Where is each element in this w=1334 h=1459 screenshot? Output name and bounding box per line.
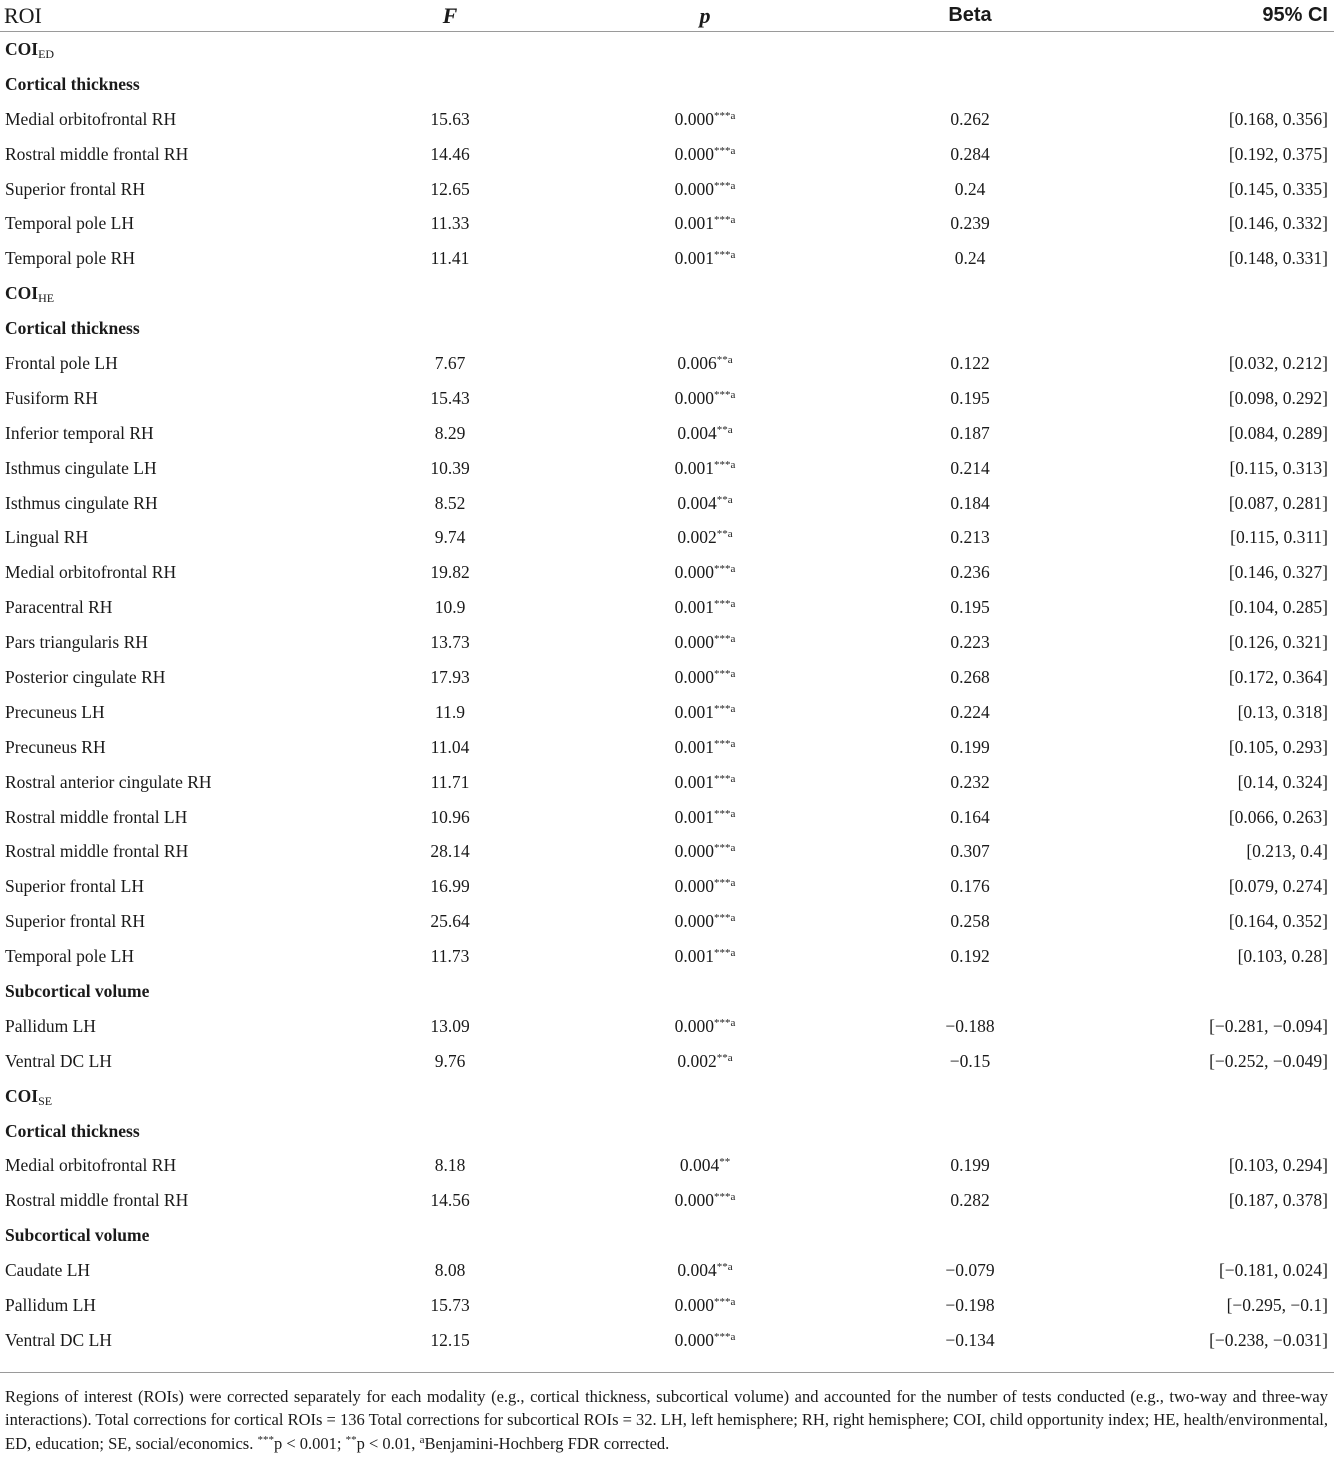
cell-roi: Medial orbitofrontal RH xyxy=(5,108,177,129)
table-row xyxy=(0,904,1334,939)
footnote-text: Regions of interest (ROIs) were corrected separately for each modality (e.g., cortical thickness, subcortical volume) and accounted for the number of tests conducted (e.g., two-way and three-way interactions). Total corrections for cortical ROIs = 136 Total corrections for subcortical ROIs = 32. LH, left hemisphere; RH, right hemisphere; COI, child opportunity index; HE, health/environmental, ED, education; SE, social/economics. xyxy=(5,1386,1328,1453)
cell-p xyxy=(570,730,840,765)
table-row xyxy=(0,381,1334,416)
cell-ci: [0.168, 0.356] xyxy=(1228,108,1328,129)
cell-beta: 0.122 xyxy=(950,352,990,373)
cell-p xyxy=(570,695,840,730)
table-row xyxy=(0,1288,1334,1323)
cell-p xyxy=(570,765,840,800)
cell-beta: 0.213 xyxy=(950,527,990,548)
cell-f: 11.04 xyxy=(430,736,470,757)
cell-ci: [−0.238, −0.031] xyxy=(1209,1329,1328,1350)
table-row xyxy=(0,869,1334,904)
cell-p-value: 0.001 xyxy=(674,806,714,827)
cell-p-value: 0.001 xyxy=(674,701,714,722)
cell-p-significance: ***a xyxy=(713,947,736,960)
cell-ci: [0.148, 0.331] xyxy=(1228,248,1328,269)
cell-p-significance: ***a xyxy=(713,598,736,611)
cell-p xyxy=(570,1183,840,1218)
modality-row xyxy=(0,67,1334,102)
cell-p-significance: ***a xyxy=(713,214,736,227)
cell-p-significance: ***a xyxy=(713,179,736,192)
modality-row xyxy=(0,311,1334,346)
cell-roi: Ventral DC LH xyxy=(5,1050,112,1071)
cell-p xyxy=(570,660,840,695)
cell-ci: [0.115, 0.311] xyxy=(1230,527,1328,548)
cell-roi: Superior frontal RH xyxy=(5,911,145,932)
cell-p xyxy=(570,834,840,869)
cell-beta: 0.176 xyxy=(950,876,990,897)
table-row xyxy=(0,206,1334,241)
table-row xyxy=(0,451,1334,486)
cell-p-value: 0.000 xyxy=(674,1295,714,1315)
cell-ci: [0.079, 0.274] xyxy=(1228,876,1328,897)
cell-ci: [0.146, 0.327] xyxy=(1228,562,1328,583)
cell-roi: Temporal pole RH xyxy=(5,248,135,269)
table-row xyxy=(0,416,1334,451)
cell-ci: [0.13, 0.318] xyxy=(1237,701,1328,722)
cell-p-significance: ***a xyxy=(713,388,736,401)
cell-beta: 0.223 xyxy=(950,632,990,653)
cell-beta: −0.198 xyxy=(945,1295,995,1315)
cell-ci: [0.126, 0.321] xyxy=(1228,632,1328,653)
cell-p-value: 0.004 xyxy=(679,1155,720,1176)
cell-p-significance: **a xyxy=(716,1261,733,1274)
col-header-beta: Beta xyxy=(840,0,1100,32)
cell-roi: Rostral anterior cingulate RH xyxy=(5,771,212,792)
cell-p-significance: ***a xyxy=(713,563,736,576)
cell-roi: Precuneus RH xyxy=(5,736,106,757)
cell-beta: −0.079 xyxy=(945,1260,995,1281)
cell-beta: 0.192 xyxy=(950,946,990,967)
cell-p xyxy=(570,590,840,625)
cell-p xyxy=(570,1044,840,1079)
cell-p-value: 0.006 xyxy=(677,352,717,373)
cell-p-significance: ***a xyxy=(713,109,736,122)
cell-beta: 0.262 xyxy=(950,108,990,129)
cell-roi: Superior frontal RH xyxy=(5,178,145,199)
modality-label: Subcortical volume xyxy=(5,980,150,1001)
modality-label: Cortical thickness xyxy=(5,318,140,339)
cell-p-significance: ***a xyxy=(713,633,736,646)
group-label xyxy=(0,32,1334,67)
cell-p-value: 0.000 xyxy=(674,1015,714,1036)
cell-p-value: 0.001 xyxy=(674,736,714,757)
cell-roi: Pallidum LH xyxy=(5,1295,96,1315)
cell-p xyxy=(570,381,840,416)
cell-p-significance: ***a xyxy=(713,807,736,820)
cell-f: 12.15 xyxy=(430,1329,470,1350)
cell-p xyxy=(570,625,840,660)
cell-ci: [0.213, 0.4] xyxy=(1246,841,1328,862)
cell-roi: Medial orbitofrontal RH xyxy=(5,1155,177,1176)
cell-roi: Rostral middle frontal LH xyxy=(5,806,188,827)
cell-ci: [0.145, 0.335] xyxy=(1228,178,1328,199)
cell-ci: [−0.252, −0.049] xyxy=(1209,1050,1328,1071)
cell-p-significance: ***a xyxy=(713,1191,736,1204)
cell-beta: 0.224 xyxy=(950,701,990,722)
cell-roi: Lingual RH xyxy=(5,527,89,548)
footnote-note-1: p < 0.001; xyxy=(273,1433,342,1453)
group-sub: SE xyxy=(38,1093,53,1108)
cell-ci: [0.164, 0.352] xyxy=(1228,911,1328,932)
cell-p xyxy=(570,206,840,241)
cell-p xyxy=(570,137,840,172)
cell-p-significance: ***a xyxy=(713,912,736,925)
cell-p-significance: **a xyxy=(716,1051,733,1064)
cell-ci: [0.115, 0.313] xyxy=(1229,457,1328,478)
cell-p-value: 0.004 xyxy=(677,1260,717,1281)
cell-f: 8.29 xyxy=(434,422,466,443)
group-row xyxy=(0,32,1334,67)
cell-ci: [0.105, 0.293] xyxy=(1228,736,1328,757)
cell-p-significance: ***a xyxy=(713,144,736,157)
table-row xyxy=(0,800,1334,835)
cell-p-value: 0.001 xyxy=(674,946,714,967)
table-row xyxy=(0,520,1334,555)
cell-beta: 0.236 xyxy=(950,562,990,583)
cell-roi: Fusiform RH xyxy=(5,387,98,408)
cell-p-significance: **a xyxy=(716,353,733,366)
cell-ci: [0.187, 0.378] xyxy=(1228,1190,1328,1211)
cell-ci: [0.084, 0.289] xyxy=(1228,422,1328,443)
cell-p-significance: ***a xyxy=(713,1016,736,1029)
cell-roi: Pallidum LH xyxy=(5,1015,96,1036)
table-row xyxy=(0,555,1334,590)
cell-beta: −0.188 xyxy=(945,1015,995,1036)
table-row xyxy=(0,137,1334,172)
cell-p xyxy=(570,939,840,974)
cell-ci: [−0.281, −0.094] xyxy=(1209,1015,1328,1036)
cell-p-value: 0.000 xyxy=(674,911,714,932)
cell-p-value: 0.000 xyxy=(674,108,714,129)
cell-beta: 0.284 xyxy=(950,143,990,164)
cell-f: 17.93 xyxy=(430,666,470,687)
table-body xyxy=(0,32,1334,1358)
cell-p-value: 0.000 xyxy=(674,841,714,862)
cell-f: 8.18 xyxy=(434,1155,466,1176)
cell-p-value: 0.000 xyxy=(674,562,714,583)
cell-beta: 0.195 xyxy=(950,387,990,408)
cell-p-significance: ***a xyxy=(713,702,736,715)
cell-f: 16.99 xyxy=(430,876,470,897)
cell-p xyxy=(570,520,840,555)
group-sub: ED xyxy=(38,46,55,61)
cell-ci: [0.066, 0.263] xyxy=(1228,806,1328,827)
cell-ci: [0.103, 0.294] xyxy=(1228,1155,1328,1176)
cell-p-value: 0.000 xyxy=(674,632,714,653)
cell-roi: Rostral middle frontal RH xyxy=(5,143,189,164)
cell-roi: Caudate LH xyxy=(5,1260,91,1281)
cell-roi: Isthmus cingulate LH xyxy=(5,457,157,478)
cell-beta: 0.258 xyxy=(950,911,990,932)
cell-f: 25.64 xyxy=(430,911,470,932)
col-header-f: F xyxy=(330,0,570,32)
cell-p-significance: ***a xyxy=(713,737,736,750)
cell-f: 15.73 xyxy=(430,1295,470,1315)
cell-beta: −0.15 xyxy=(949,1050,991,1071)
cell-p-significance: ***a xyxy=(713,667,736,680)
cell-p xyxy=(570,904,840,939)
cell-p-value: 0.001 xyxy=(674,248,714,269)
table-row xyxy=(0,730,1334,765)
cell-roi: Posterior cingulate RH xyxy=(5,666,166,687)
cell-beta: −0.134 xyxy=(945,1329,995,1350)
cell-p-value: 0.002 xyxy=(677,527,717,548)
cell-ci: [−0.181, 0.024] xyxy=(1218,1260,1328,1281)
cell-ci: [0.087, 0.281] xyxy=(1228,492,1328,513)
cell-beta: 0.268 xyxy=(950,666,990,687)
cell-p-value: 0.000 xyxy=(674,1329,714,1350)
cell-p xyxy=(570,869,840,904)
cell-p xyxy=(570,486,840,521)
cell-roi: Pars triangularis RH xyxy=(5,632,148,653)
cell-f: 15.63 xyxy=(430,108,470,129)
group-row xyxy=(0,1079,1334,1114)
cell-p-value: 0.001 xyxy=(674,213,714,234)
cell-beta: 0.199 xyxy=(950,1155,990,1176)
cell-p-significance: ***a xyxy=(713,458,736,471)
table-footnote xyxy=(0,1372,1334,1456)
cell-f: 12.65 xyxy=(430,178,470,199)
cell-f: 10.96 xyxy=(430,806,470,827)
cell-p-significance: ***a xyxy=(713,842,736,855)
table-row xyxy=(0,939,1334,974)
cell-p xyxy=(570,1009,840,1044)
cell-f: 14.56 xyxy=(430,1190,470,1211)
cell-f: 11.41 xyxy=(430,248,470,269)
cell-ci: [0.192, 0.375] xyxy=(1228,143,1328,164)
cell-beta: 0.187 xyxy=(950,422,990,443)
footnote-sup-1: *** xyxy=(257,1433,274,1446)
cell-p xyxy=(570,416,840,451)
cell-f: 9.76 xyxy=(434,1050,466,1071)
group-row xyxy=(0,276,1334,311)
modality-row xyxy=(0,974,1334,1009)
modality-label: Cortical thickness xyxy=(5,73,140,94)
cell-p-value: 0.000 xyxy=(674,876,714,897)
cell-roi: Paracentral RH xyxy=(5,597,113,618)
cell-roi: Temporal pole LH xyxy=(5,946,135,967)
cell-f: 28.14 xyxy=(430,841,470,862)
cell-f: 11.71 xyxy=(430,771,470,792)
col-header-roi: ROI xyxy=(0,0,330,32)
cell-f: 8.52 xyxy=(434,492,466,513)
group-main: COI xyxy=(5,283,39,304)
cell-beta: 0.199 xyxy=(950,736,990,757)
cell-p-value: 0.000 xyxy=(674,1190,714,1211)
group-main: COI xyxy=(5,38,39,59)
col-header-ci: 95% CI xyxy=(1100,0,1334,32)
cell-f: 11.9 xyxy=(435,701,465,722)
cell-p xyxy=(570,1149,840,1184)
table-row xyxy=(0,1183,1334,1218)
cell-p-significance: ** xyxy=(719,1156,731,1169)
table-row xyxy=(0,1044,1334,1079)
cell-f: 11.73 xyxy=(430,946,470,967)
cell-roi: Medial orbitofrontal RH xyxy=(5,562,177,583)
cell-roi: Temporal pole LH xyxy=(5,213,135,234)
cell-p xyxy=(570,172,840,207)
cell-p-significance: ***a xyxy=(713,877,736,890)
table-row xyxy=(0,172,1334,207)
group-main: COI xyxy=(5,1085,39,1106)
cell-f: 13.09 xyxy=(430,1015,470,1036)
cell-p-significance: ***a xyxy=(713,1296,736,1308)
table-row xyxy=(0,346,1334,381)
table-row xyxy=(0,660,1334,695)
footnote-sup-3: a xyxy=(419,1433,425,1446)
cell-ci: [0.14, 0.324] xyxy=(1237,771,1328,792)
cell-p-value: 0.001 xyxy=(674,457,714,478)
cell-p-value: 0.000 xyxy=(674,387,714,408)
footnote-sup-2: ** xyxy=(345,1433,357,1446)
cell-beta: 0.214 xyxy=(950,457,990,478)
table-row xyxy=(0,102,1334,137)
table-row xyxy=(0,765,1334,800)
cell-roi: Precuneus LH xyxy=(5,701,105,722)
cell-ci: [0.103, 0.28] xyxy=(1237,946,1328,967)
cell-p-value: 0.001 xyxy=(674,597,714,618)
group-sub: HE xyxy=(38,291,55,306)
cell-roi: Isthmus cingulate RH xyxy=(5,492,158,513)
group-label xyxy=(0,1079,1334,1114)
cell-f: 11.33 xyxy=(430,213,470,234)
cell-f: 9.74 xyxy=(434,527,466,548)
cell-f: 10.39 xyxy=(430,457,470,478)
cell-p-value: 0.000 xyxy=(674,666,714,687)
group-label xyxy=(0,276,1334,311)
cell-p xyxy=(570,451,840,486)
cell-p xyxy=(570,102,840,137)
cell-ci: [−0.295, −0.1] xyxy=(1226,1295,1328,1315)
table-row xyxy=(0,1253,1334,1288)
cell-beta: 0.195 xyxy=(950,597,990,618)
table-row xyxy=(0,590,1334,625)
cell-f: 10.9 xyxy=(434,597,466,618)
table-row xyxy=(0,625,1334,660)
table-row xyxy=(0,486,1334,521)
modality-row xyxy=(0,1218,1334,1253)
cell-p-value: 0.002 xyxy=(677,1050,717,1071)
cell-p-value: 0.000 xyxy=(674,143,714,164)
cell-beta: 0.307 xyxy=(950,841,990,862)
cell-beta: 0.24 xyxy=(954,178,986,199)
cell-p xyxy=(570,555,840,590)
cell-roi: Inferior temporal RH xyxy=(5,422,154,443)
cell-ci: [0.032, 0.212] xyxy=(1228,352,1328,373)
cell-roi: Ventral DC LH xyxy=(5,1329,112,1350)
cell-roi: Rostral middle frontal RH xyxy=(5,841,189,862)
cell-beta: 0.24 xyxy=(954,248,986,269)
cell-p xyxy=(570,346,840,381)
footnote-note-3: Benjamini-Hochberg FDR corrected. xyxy=(424,1433,670,1453)
cell-f: 7.67 xyxy=(434,352,466,373)
col-header-p: p xyxy=(570,0,840,32)
cell-roi: Frontal pole LH xyxy=(5,352,118,373)
cell-ci: [0.146, 0.332] xyxy=(1228,213,1328,234)
cell-roi: Rostral middle frontal RH xyxy=(5,1190,189,1211)
cell-f: 8.08 xyxy=(434,1260,466,1281)
modality-label: Subcortical volume xyxy=(5,1225,150,1246)
cell-f: 15.43 xyxy=(430,387,470,408)
cell-beta: 0.232 xyxy=(950,771,990,792)
cell-p-significance: ***a xyxy=(713,249,736,262)
cell-p xyxy=(570,1253,840,1288)
table-row xyxy=(0,834,1334,869)
table-row xyxy=(0,241,1334,276)
cell-f: 19.82 xyxy=(430,562,470,583)
cell-ci: [0.098, 0.292] xyxy=(1228,387,1328,408)
cell-p-significance: **a xyxy=(716,528,733,541)
cell-roi: Superior frontal LH xyxy=(5,876,144,897)
table-row xyxy=(0,1323,1334,1358)
cell-p xyxy=(570,800,840,835)
cell-beta: 0.239 xyxy=(950,213,990,234)
cell-ci: [0.104, 0.285] xyxy=(1228,597,1328,618)
cell-p xyxy=(570,1288,840,1323)
cell-p xyxy=(570,1323,840,1358)
cell-p-value: 0.000 xyxy=(674,178,714,199)
cell-p xyxy=(570,241,840,276)
modality-row xyxy=(0,1114,1334,1149)
cell-f: 13.73 xyxy=(430,632,470,653)
cell-ci: [0.172, 0.364] xyxy=(1228,666,1328,687)
cell-beta: 0.164 xyxy=(950,806,990,827)
cell-p-value: 0.001 xyxy=(674,771,714,792)
table-row xyxy=(0,1149,1334,1184)
cell-p-significance: **a xyxy=(716,493,733,506)
cell-p-value: 0.004 xyxy=(677,422,717,443)
header-row xyxy=(0,0,1334,32)
cell-p-significance: ***a xyxy=(713,1330,736,1343)
cell-p-significance: ***a xyxy=(713,772,736,785)
cell-f: 14.46 xyxy=(430,143,470,164)
modality-label: Cortical thickness xyxy=(5,1120,140,1141)
cell-beta: 0.184 xyxy=(950,492,990,513)
cell-p-value: 0.004 xyxy=(677,492,717,513)
cell-beta: 0.282 xyxy=(950,1190,990,1211)
table-row xyxy=(0,695,1334,730)
table-row xyxy=(0,1009,1334,1044)
cell-p-significance: **a xyxy=(716,423,733,436)
footnote-note-2: p < 0.01, xyxy=(356,1433,416,1453)
